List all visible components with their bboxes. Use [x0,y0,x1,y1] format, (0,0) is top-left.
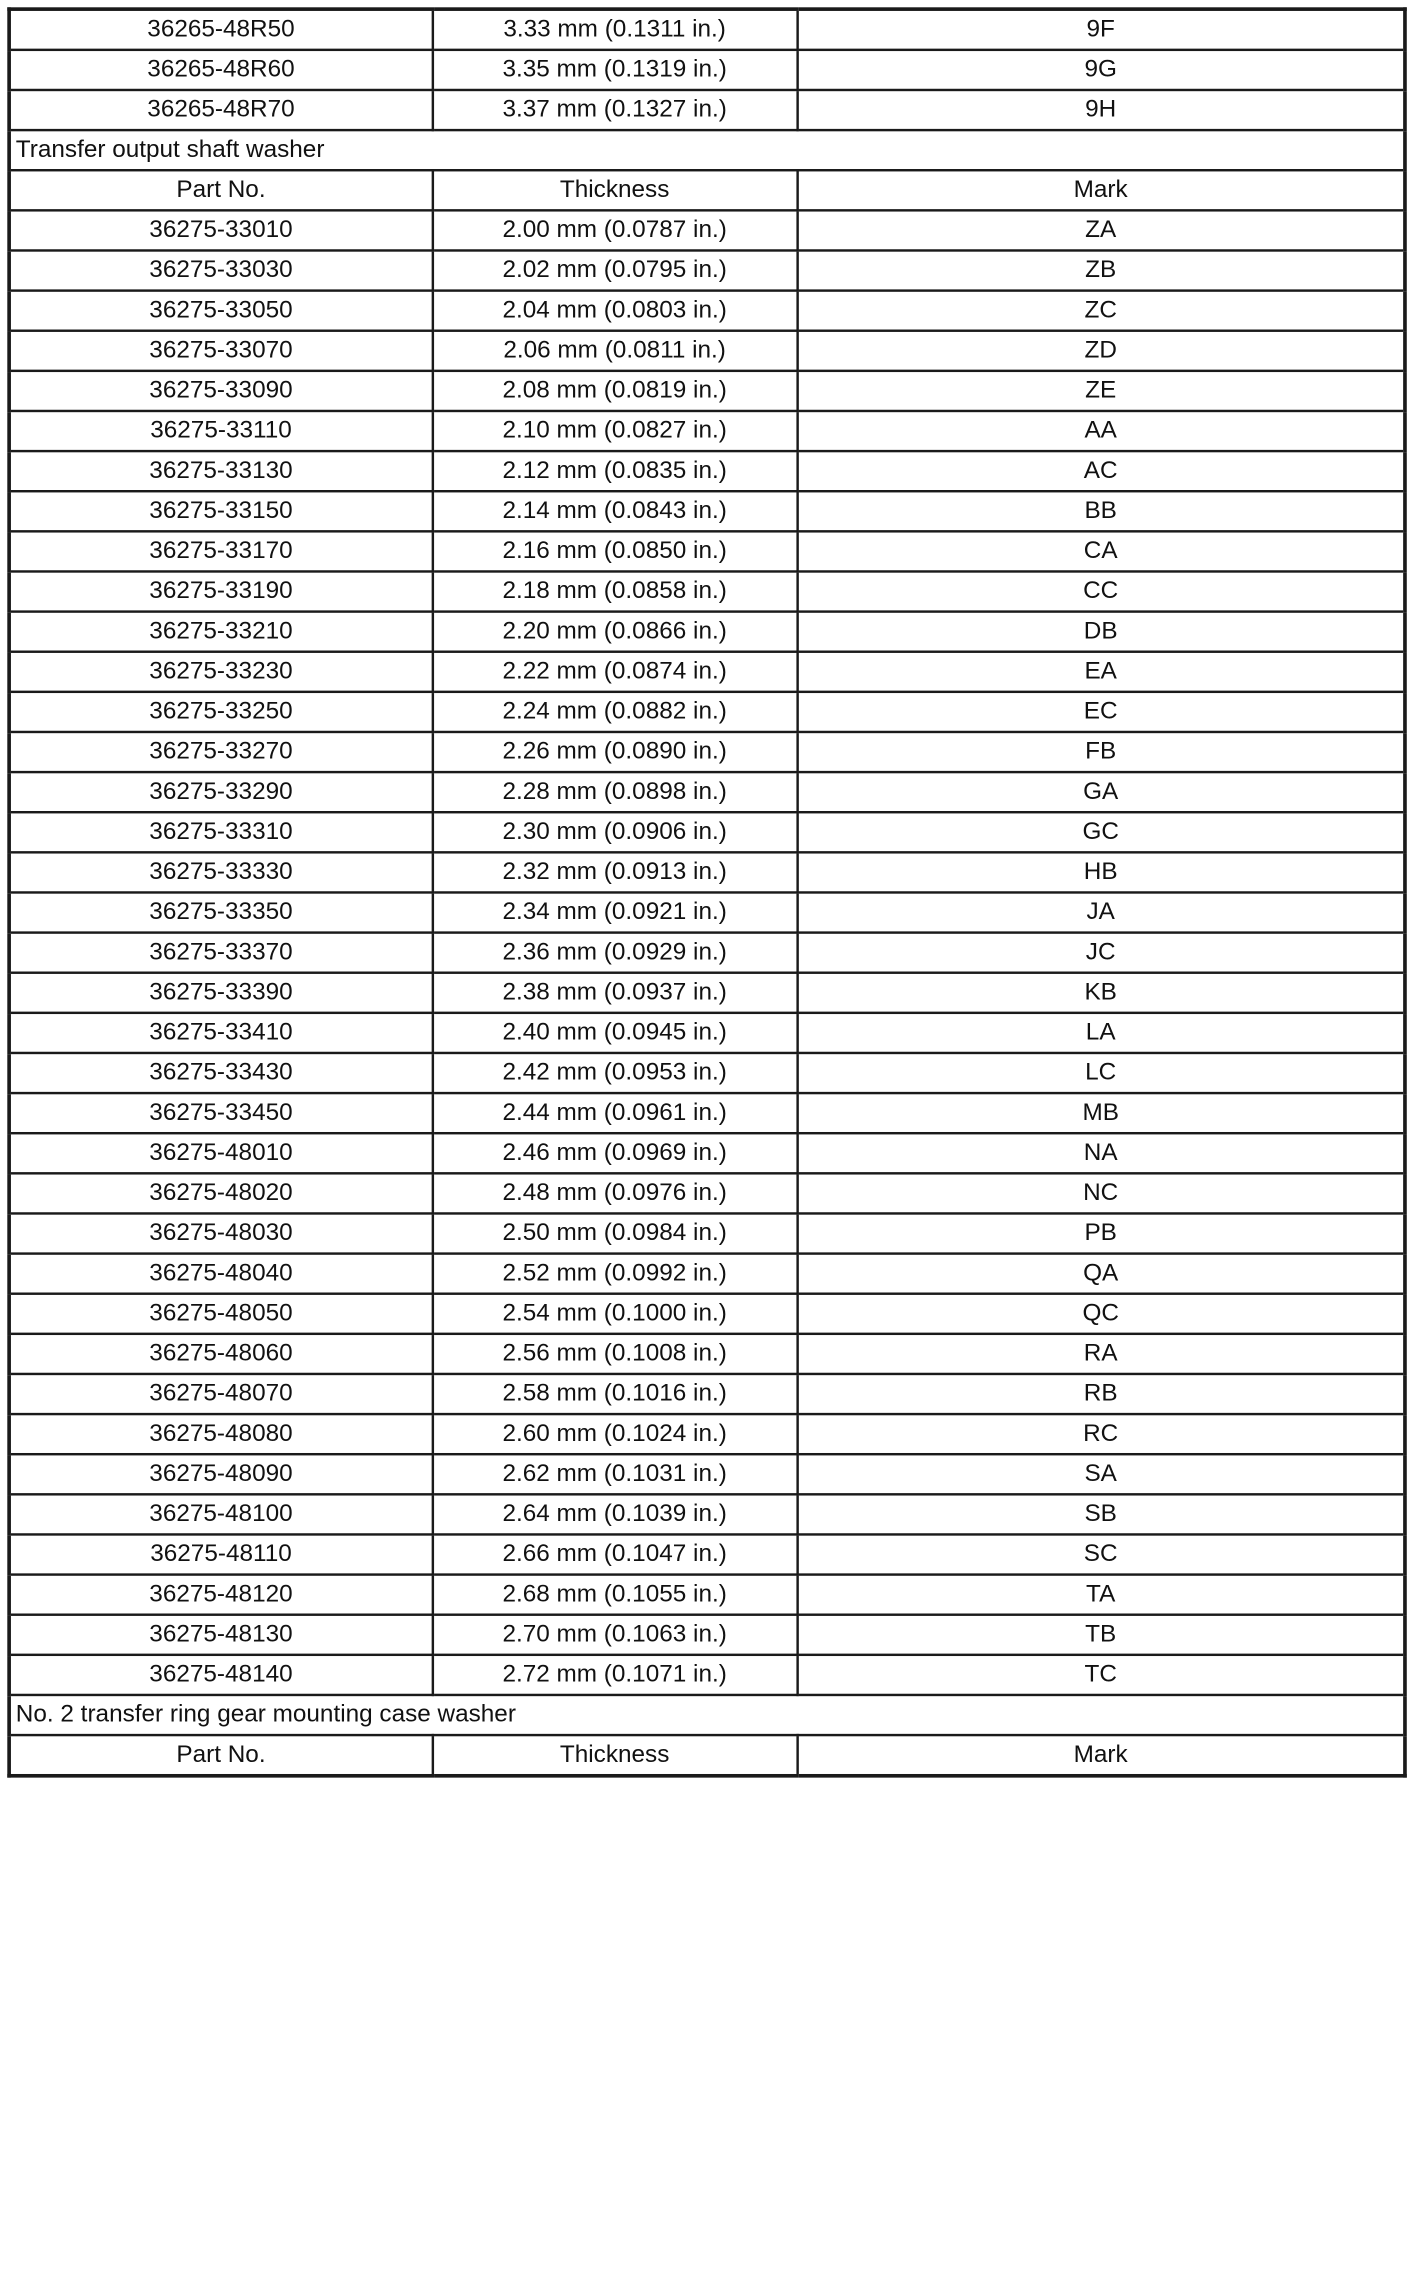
part-no-cell: 36265-48R50 [9,9,432,50]
part-no-cell: 36275-48030 [9,1213,432,1253]
part-no-cell: 36275-33370 [9,933,432,973]
thickness-cell: 2.36 mm (0.0929 in.) [432,933,797,973]
mark-cell: EC [797,692,1405,732]
table-row [9,892,1405,932]
mark-cell: RB [797,1374,1405,1414]
part-no-cell: 36275-33310 [9,812,432,852]
mark-cell: 9H [797,90,1405,130]
thickness-cell: 2.58 mm (0.1016 in.) [432,1374,797,1414]
thickness-cell: 2.52 mm (0.0992 in.) [432,1254,797,1294]
part-no-cell: Part No. [9,170,432,210]
thickness-cell: 2.16 mm (0.0850 in.) [432,531,797,571]
mark-cell: JA [797,892,1405,932]
mark-cell: NC [797,1173,1405,1213]
part-no-cell: 36275-33250 [9,692,432,732]
part-no-cell: 36275-48020 [9,1173,432,1213]
table-row [9,50,1405,90]
part-no-cell: 36275-33210 [9,612,432,652]
mark-cell: TC [797,1655,1405,1695]
mark-cell: 9G [797,50,1405,90]
mark-cell: MB [797,1093,1405,1133]
thickness-cell: 2.30 mm (0.0906 in.) [432,812,797,852]
mark-cell: AC [797,451,1405,491]
table-row [9,1454,1405,1494]
part-no-cell: 36275-48100 [9,1494,432,1534]
table-row [9,491,1405,531]
table-row [9,612,1405,652]
thickness-cell: 2.54 mm (0.1000 in.) [432,1294,797,1334]
part-no-cell: 36275-33070 [9,331,432,371]
part-no-cell: 36275-48070 [9,1374,432,1414]
table-row [9,1093,1405,1133]
section-title: No. 2 transfer ring gear mounting case washer [9,1695,1405,1735]
mark-cell: KB [797,973,1405,1013]
mark-cell: BB [797,491,1405,531]
part-no-cell: 36275-33170 [9,531,432,571]
mark-cell: EA [797,652,1405,692]
mark-cell: RA [797,1334,1405,1374]
part-no-cell: 36275-33150 [9,491,432,531]
mark-cell: Mark [797,170,1405,210]
table-row [9,692,1405,732]
part-no-cell: 36275-48130 [9,1615,432,1655]
part-no-cell: 36275-33330 [9,852,432,892]
table-row [9,812,1405,852]
thickness-cell: 2.24 mm (0.0882 in.) [432,692,797,732]
part-no-cell: 36275-33230 [9,652,432,692]
part-no-cell: 36275-48140 [9,1655,432,1695]
mark-cell: HB [797,852,1405,892]
mark-cell: ZE [797,371,1405,411]
part-no-cell: 36275-33130 [9,451,432,491]
mark-cell: SA [797,1454,1405,1494]
mark-cell: 9F [797,9,1405,50]
table-row [9,732,1405,772]
part-no-cell: 36275-48120 [9,1575,432,1615]
table-row [9,1414,1405,1454]
thickness-cell: 2.60 mm (0.1024 in.) [432,1414,797,1454]
table-row [9,1374,1405,1414]
thickness-cell: 2.66 mm (0.1047 in.) [432,1534,797,1574]
part-no-cell: 36275-33390 [9,973,432,1013]
table-row [9,331,1405,371]
table-row [9,1655,1405,1695]
table-row [9,652,1405,692]
thickness-cell: 2.02 mm (0.0795 in.) [432,250,797,290]
thickness-cell: 3.37 mm (0.1327 in.) [432,90,797,130]
thickness-cell: 2.22 mm (0.0874 in.) [432,652,797,692]
table-row [9,973,1405,1013]
part-no-cell: 36275-48110 [9,1534,432,1574]
part-no-cell: 36275-33030 [9,250,432,290]
table-header-row [9,1735,1405,1776]
thickness-cell: 2.18 mm (0.0858 in.) [432,571,797,611]
mark-cell: ZA [797,210,1405,250]
part-no-cell: 36275-48010 [9,1133,432,1173]
table-row [9,571,1405,611]
thickness-cell: 2.68 mm (0.1055 in.) [432,1575,797,1615]
table-row [9,1053,1405,1093]
mark-cell: LA [797,1013,1405,1053]
mark-cell: AA [797,411,1405,451]
part-no-cell: 36275-33110 [9,411,432,451]
table-row [9,411,1405,451]
table-row [9,291,1405,331]
thickness-cell: 2.20 mm (0.0866 in.) [432,612,797,652]
part-no-cell: 36275-33190 [9,571,432,611]
thickness-cell: 2.62 mm (0.1031 in.) [432,1454,797,1494]
thickness-cell: 2.56 mm (0.1008 in.) [432,1334,797,1374]
thickness-cell: 3.33 mm (0.1311 in.) [432,9,797,50]
mark-cell: SB [797,1494,1405,1534]
mark-cell: TA [797,1575,1405,1615]
thickness-cell: 2.44 mm (0.0961 in.) [432,1093,797,1133]
thickness-cell: 2.26 mm (0.0890 in.) [432,732,797,772]
mark-cell: JC [797,933,1405,973]
thickness-cell: 2.12 mm (0.0835 in.) [432,451,797,491]
mark-cell: ZC [797,291,1405,331]
thickness-cell: Thickness [432,1735,797,1776]
thickness-cell: 3.35 mm (0.1319 in.) [432,50,797,90]
thickness-cell: 2.04 mm (0.0803 in.) [432,291,797,331]
part-no-cell: 36275-33270 [9,732,432,772]
table-row [9,1254,1405,1294]
table-row [9,1133,1405,1173]
table-row [9,531,1405,571]
thickness-cell: 2.06 mm (0.0811 in.) [432,331,797,371]
mark-cell: CA [797,531,1405,571]
thickness-cell: 2.72 mm (0.1071 in.) [432,1655,797,1695]
part-no-cell: 36265-48R60 [9,50,432,90]
mark-cell: Mark [797,1735,1405,1776]
table-row [9,933,1405,973]
mark-cell: CC [797,571,1405,611]
thickness-cell: 2.32 mm (0.0913 in.) [432,852,797,892]
table-row [9,1575,1405,1615]
part-no-cell: 36275-48060 [9,1334,432,1374]
mark-cell: SC [797,1534,1405,1574]
thickness-cell: 2.64 mm (0.1039 in.) [432,1494,797,1534]
thickness-cell: 2.50 mm (0.0984 in.) [432,1213,797,1253]
table-row [9,1334,1405,1374]
table-row [9,1494,1405,1534]
part-no-cell: 36275-33090 [9,371,432,411]
part-no-cell: 36275-33010 [9,210,432,250]
table-row [9,90,1405,130]
thickness-cell: 2.48 mm (0.0976 in.) [432,1173,797,1213]
part-no-cell: 36275-33450 [9,1093,432,1133]
thickness-cell: 2.40 mm (0.0945 in.) [432,1013,797,1053]
table-row [9,1173,1405,1213]
part-no-cell: 36265-48R70 [9,90,432,130]
part-no-cell: Part No. [9,1735,432,1776]
part-no-cell: 36275-48050 [9,1294,432,1334]
mark-cell: ZD [797,331,1405,371]
table-row [9,1534,1405,1574]
part-no-cell: 36275-48040 [9,1254,432,1294]
mark-cell: LC [797,1053,1405,1093]
section-row-transfer-output-shaft-washer [9,130,1405,170]
thickness-cell: 2.28 mm (0.0898 in.) [432,772,797,812]
mark-cell: QC [797,1294,1405,1334]
part-no-cell: 36275-33290 [9,772,432,812]
thickness-cell: 2.14 mm (0.0843 in.) [432,491,797,531]
part-no-cell: 36275-33350 [9,892,432,932]
washer-spec-table-body [9,9,1405,1776]
washer-spec-table [7,7,1406,1777]
thickness-cell: 2.42 mm (0.0953 in.) [432,1053,797,1093]
mark-cell: ZB [797,250,1405,290]
part-no-cell: 36275-48090 [9,1454,432,1494]
mark-cell: QA [797,1254,1405,1294]
thickness-cell: 2.08 mm (0.0819 in.) [432,371,797,411]
table-row [9,1213,1405,1253]
section-row-no2-transfer-ring-gear-mounting-case-washer [9,1695,1405,1735]
thickness-cell: 2.00 mm (0.0787 in.) [432,210,797,250]
table-row [9,1615,1405,1655]
table-row [9,1013,1405,1053]
table-row [9,772,1405,812]
part-no-cell: 36275-33430 [9,1053,432,1093]
table-row [9,451,1405,491]
mark-cell: FB [797,732,1405,772]
mark-cell: RC [797,1414,1405,1454]
table-row [9,250,1405,290]
thickness-cell: 2.38 mm (0.0937 in.) [432,973,797,1013]
thickness-cell: 2.34 mm (0.0921 in.) [432,892,797,932]
table-row [9,1294,1405,1334]
mark-cell: GC [797,812,1405,852]
table-header-row [9,170,1405,210]
mark-cell: PB [797,1213,1405,1253]
mark-cell: GA [797,772,1405,812]
thickness-cell: 2.10 mm (0.0827 in.) [432,411,797,451]
table-row [9,9,1405,50]
part-no-cell: 36275-33050 [9,291,432,331]
thickness-cell: 2.46 mm (0.0969 in.) [432,1133,797,1173]
table-row [9,371,1405,411]
section-title: Transfer output shaft washer [9,130,1405,170]
table-row [9,852,1405,892]
part-no-cell: 36275-33410 [9,1013,432,1053]
thickness-cell: Thickness [432,170,797,210]
thickness-cell: 2.70 mm (0.1063 in.) [432,1615,797,1655]
part-no-cell: 36275-48080 [9,1414,432,1454]
mark-cell: TB [797,1615,1405,1655]
mark-cell: DB [797,612,1405,652]
table-row [9,210,1405,250]
mark-cell: NA [797,1133,1405,1173]
